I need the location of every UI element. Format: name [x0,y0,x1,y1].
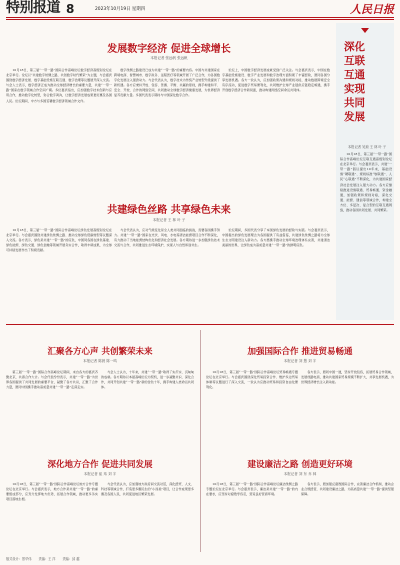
issue-date: 2023年10月19日 星期四 [95,7,146,12]
column-divider [200,330,201,552]
sidebar-title [344,40,390,124]
header-divider-thin [6,19,394,20]
article-title-1: 发展数字经济 促进全球增长 [107,44,231,55]
article-byline-3: 本报记者 陈晨 陈一鸣 [83,359,117,363]
sidebar-title-line: 实现 [344,83,365,95]
sidebar-marker-icon [361,28,369,33]
article-title-6: 建设廉洁之路 创造更好环境 [247,460,353,470]
article-body-4b: 各方表示，愿同中国一道，坚持开放包容，拓展贸易合作领域，发展丝路电商，推动共建国家贸易规模不断扩大，共享发展机遇，为世界经济增长注入新动能。 [301,370,394,385]
article-byline-6: 本报记者 刘 东 乔 林 [283,472,317,476]
article-body-5a: 10月18日，第三届“一带一路”国际合作高峰论坛地方合作专题论坛在北京举行。与会嘉宾表示，地方合作是共建“一带一路”的重要组成部分，应充分发挥地方优势，拓展合作领域，推动更多务实项目落地生根。 [6,482,98,502]
article-body-3b: 与会人士认为，十年来，共建“一带一路”取得了实打实、沉甸甸的成就。各方期待以本届高峰论坛为契机，进一步凝聚共识、深化合作，共同开创共建“一带一路”新的金色十年，携手构建人类命运共同体。 [101,370,194,390]
article-body-3a: 第三届“一带一路”国际合作高峰论坛期间，来自各方的嘉宾齐聚北京，共商合作大计。与会代表纷纷表示，共建“一带一路”为世界各国提供了共同发展的重要平台，凝聚了各方共识，汇聚了合作力量，愿同中国携手推动高质量共建“一带一路”走深走实。 [6,370,98,390]
sidebar-byline: 本报记者 吴琼 王 林 叶 子 [347,145,387,149]
article-body-2a: 10月18日，第三届“一带一路”国际合作高峰论坛绿色发展高级别论坛在北京举行。与会嘉宾围绕共建绿色丝绸之路、推动全球绿色低碳转型等议题深入交流。各方表示，绿色是共建“一带一路”的底色，中国同各国在绿色基建、绿色能源、绿色交通、绿色金融等领域开展务实合作，取得丰硕成果，为全球可持续发展作出了积极贡献。 [6,228,112,253]
newspaper-logo: 人民日报 [350,3,394,16]
article-body-1a: 10月18日，第三届“一带一路”国际合作高峰论坛数字经济高级别论坛在北京举行。论坛以“共建数字丝绸之路，共创数字时代繁荣”为主题，与会嘉宾围绕数字经济发展、数字基础设施互联互通、数字治理等议题展开深入交流。与会人士表示，数字经济正成为推动全球经济增长的重要力量，共建“一带一路”国家在数字领域合作空间广阔。多位嘉宾指出，应加强数字技术创新与应用合作，推动数字化转型，弥合数字鸿沟，让数字经济发展成果更好惠及各国人民。论坛期间，中方与多国签署数字经济领域合作文件。 [6,68,112,103]
footer-credit: 责编：王 洋 [38,557,56,561]
section-title: 特别报道 [6,0,60,16]
article-body-1c: 论坛上，中国数字经济发展成就受到广泛关注。与会嘉宾表示，中国在数字基础设施建设、数字产业发展和数字治理方面积累了丰富经验，愿同各国分享发展机遇。各方一致认为，应加强政策沟通和规则对接，推动数据跨境安全有序流动，促进数字贸易便利化，共同维护全球产业链供应链稳定畅通，携手开创数字经济合作新局面，推动构建网络空间命运共同体。 [222,68,330,93]
article-body-5b: 与会代表认为，应加强地方政府间交流对话，深化经贸、人文、科技等领域合作，打造更多惠民生的“小而美”项目，让合作成果更多惠及各国人民，共同促进地区繁荣发展。 [101,482,194,497]
footer-credit: 责编：邱 越 [62,557,80,561]
article-byline-1: 本报记者 张远帆 张远帆 [150,56,188,60]
footer-credit: 版式设计：蔡华伟 [6,557,32,561]
article-body-2b: 与会代表认为，应对气候变化是全人类共同面临的挑战，需要各国携手努力。共建“一带一路”国家在光伏、风电、水电等清洁能源项目合作不断深化，有力推动了当地能源结构优化和经济社会发展。各方期待进一步加强绿色技术交流与合作，共同推进生态环境保护，实现人与自然和谐共生。 [114,228,220,248]
sidebar-title-line: 互通 [344,69,365,81]
sidebar-title-line: 共同 [344,97,365,109]
sidebar-title-line: 深化 [344,41,365,53]
article-body-1b: 数字丝绸之路建设已成为共建“一带一路”的重要内容。中国与共建国家在跨境电商、智慧城市、数字政务、远程医疗等领域开展了广泛合作，为各国数字化发展注入强劲动力。与会代表认为，数字技术为传统产业转型升级提供了新机遇。各方应秉持开放、包容、普惠、平衡、共赢的原则，携手构建和平、安全、开放、合作的网络空间，共同推动全球数字经济健康发展，为世界经济复苏贡献力量。多国代表表示期待与中国深化数字合作。 [114,68,220,98]
article-byline-4: 本报记者 刘 慧 刘 宇 [283,359,317,363]
sidebar-title-line: 互联 [344,55,365,67]
article-body-2c: 论坛期间，多国代表分享了本国绿色发展的经验与实践。与会嘉宾表示，中国提出的绿色发展理念为各国提供了有益借鉴，共建绿色丝绸之路将为全球生态文明建设注入新动力。各方愿携手推动全球环境治理体系完善，共建清洁美丽的世界，让绿色成为高质量共建“一带一路”的鲜明底色。 [222,228,330,248]
page-number: 8 [66,2,75,16]
sidebar-body: 10月18日，第三届“一带一路”国际合作高峰论坛互联互通高级别论坛在北京举行。与会嘉宾表示，共建“一带一路”倡议提出10年来，基础设施“硬联通”、规则标准“软联通”、人民“心联通”不断深化，为共建国家经济社会发展注入强大动力。各方应继续推进设施联通、贸易畅通、资金融通，加强政策和规则对接，深化交通、能源、通信等领域合作，构建全方位、多层次、复合型的互联互通网络，推动各国共同发展、共同繁荣。 [340,152,392,213]
section-divider [6,324,394,325]
article-body-6b: 各方表示，愿加强反腐败国际合作，完善廉洁合作机制，推动企业合规经营，共同建设廉洁之路，为高质量共建“一带一路”提供坚强保障。 [301,482,394,497]
article-byline-2: 本报记者 王 林 叶 子 [152,218,186,222]
page-footer [6,556,394,561]
article-title-3: 汇聚各方心声 共创繁荣未来 [47,347,153,357]
sidebar-title-line: 发展 [344,111,365,123]
article-body-4a: 10月18日，第三届“一带一路”国际合作高峰论坛贸易畅通专题论坛在北京举行。与会嘉宾围绕深化贸易投资合作、维护多边贸易体制等议题进行了深入交流，一致认为应推动贸易和投资自由化便利化。 [206,370,298,390]
article-title-5: 深化地方合作 促进共同发展 [47,460,153,470]
article-title-4: 加强国际合作 推进贸易畅通 [247,347,353,357]
article-title-2: 共建绿色丝路 共享绿色未来 [107,205,231,216]
article-byline-5: 本报记者 崔 玮 刘 宇 [83,472,117,476]
article-body-6a: 10月18日，第三届“一带一路”国际合作高峰论坛廉洁丝绸之路专题论坛在北京举行。与会嘉宾表示，廉洁是共建“一带一路”的内在要求，应坚持对腐败零容忍，营造良好营商环境。 [206,482,298,497]
